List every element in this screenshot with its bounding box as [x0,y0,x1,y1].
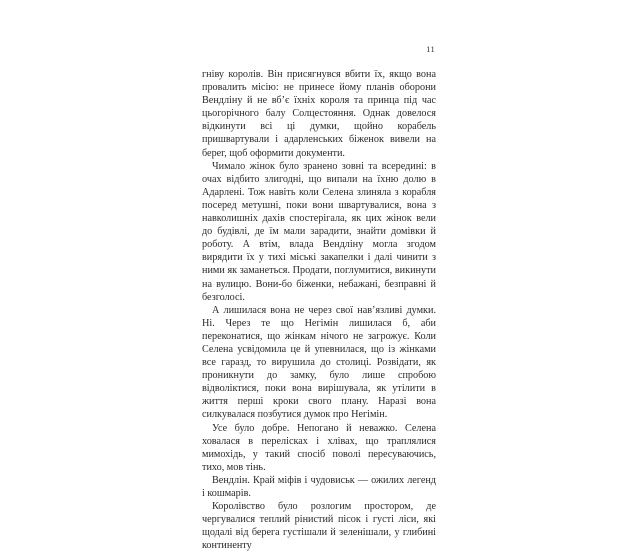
paragraph: Усе було добре. Непогано й неважко. Селена ховалася в перелісках і хлівах, що траплялися мимохідь, у такий спосіб поволі пересуваючись, тихо, мов тінь. [202,422,436,473]
page-number: 11 [426,44,435,54]
paragraph: А лишилася вона не через свої нав’язливі думки. Ні. Через те що Негімін лишилася б, аби переконатися, що жінкам нічого не загрожує. Коли Селена усвідомила це й упевнилася, що із жінками все гаразд, то вирушила до столиці. Розвідати, як проникнути до замку, було лише спробою відволіктися, поки вона вирішувала, як утілити в життя перші кроки свого плану. Наразі вона силкувалася позбутися думок про Негімін. [202,304,436,421]
paragraph: Вендлін. Край міфів і чудовиськ — ожилих легенд і кошмарів. [202,474,436,499]
body-text [202,68,436,552]
paragraph: Королівство було розлогим простором, де чергувалися теплий рінистий пісок і густі ліси, які щодалі від берега густішали й зеленішали, у глибині континенту [202,501,436,552]
paragraph: гніву королів. Він присягнувся вбити їх, якщо вона провалить місію: не принесе йому планів оборони Вендліну й не вб’є їхніх короля та принца під час цьогорічного балу Солцестояння. Однак довелося відкинути всі ці думки, щойно корабель пришвартували і адарленських біженок вивели на берег, щоб оформити документи. [202,69,436,159]
paragraph: Чимало жінок було зранено зовні та всередині: в очах відбито злигодні, що випали на їхню долю в Адарлені. Тож навіть коли Селена злиняла з корабля посеред метушні, поки вони швартувалися, вона з навколишніх дахів спостерігала, як цих жінок вели до будівлі, де їм мали зарадити, знайти домівки й роботу. А втім, влада Вендліну могла згодом вирядити їх у тихі міські закапелки і далі чинити з ними як заманеться. Продати, поглумитися, викинути на вулицю. Вони-бо біженки, небажані, безправні й безголосі. [202,160,436,303]
